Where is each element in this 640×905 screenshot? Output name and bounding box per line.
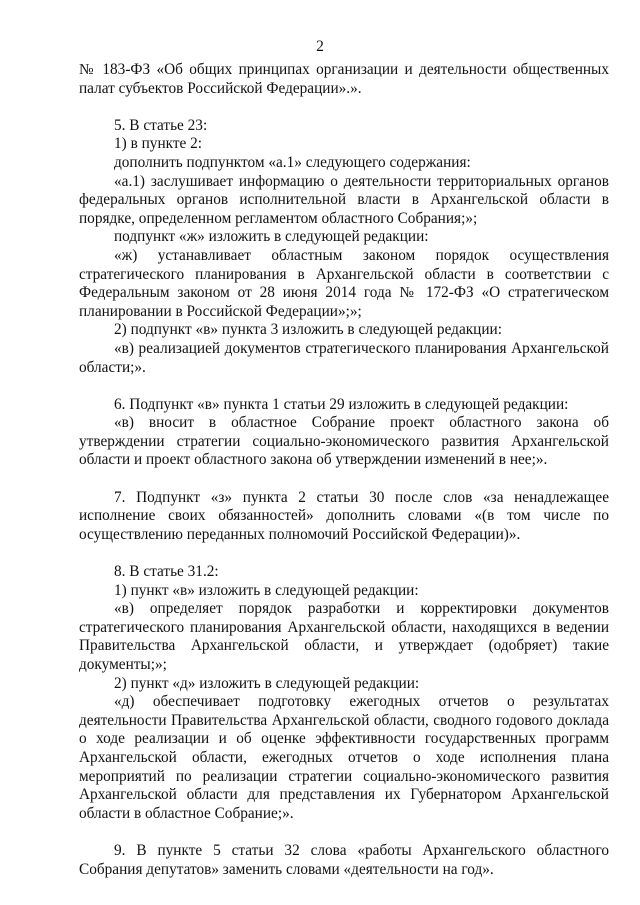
section-6-text: «в) вносит в областное Собрание проект областного закона об утверждении стратегии социально-экономического развития Архангельской области и проект областного закона об утверждении изменений в нее;».	[79, 414, 609, 469]
section-8-subitem-d: «д) обеспечивает подготовку ежегодных отчетов о результатах деятельности Правительства Архангельской области, сводного годового доклада о ходе реализации и об оценке эффективности государственных программ Архангельской области, ежегодных отчетов о ходе исполнения плана мероприятий по реализации стратегии социально-экономического развития Архангельской области для представления их Губернатором Архангельской области в областное Собрание;».	[79, 693, 609, 822]
section-8-heading: 8. В статье 31.2:	[114, 563, 219, 581]
section-5-instruction: дополнить подпунктом «а.1» следующего содержания:	[114, 153, 471, 171]
section-8-item-1: 1) пункт «в» изложить в следующей редакции:	[114, 581, 419, 599]
section-7-text: 7. Подпункт «з» пункта 2 статьи 30 после слов «за ненадлежащее исполнение своих обязанностей» дополнить словами «(в том числе по осуществлению переданных полномочий Российской Федерации)».	[79, 488, 609, 543]
page-number: 2	[316, 38, 324, 55]
paragraph-gap	[79, 377, 609, 396]
section-5-heading: 5. В статье 23:	[114, 116, 208, 134]
section-5-subitem-v: «в) реализацией документов стратегического планирования Архангельской области;».	[79, 339, 609, 376]
section-5-item-2: 2) подпункт «в» пункта 3 изложить в следующей редакции:	[114, 321, 502, 339]
section-5-instruction-zh: подпункт «ж» изложить в следующей редакции:	[114, 228, 429, 246]
paragraph-gap	[79, 470, 609, 489]
paragraph-continuation: № 183-ФЗ «Об общих принципах организации и деятельности общественных палат субъектов Российской Федерации».».	[79, 61, 609, 97]
paragraph-gap	[79, 544, 609, 563]
paragraph-gap	[79, 98, 609, 117]
section-8-subitem-v: «в) определяет порядок разработки и корректировки документов стратегического планирования Архангельской области, находящихся в ведении Правительства Архангельской области, и утверждает (одобряет) такие документы;»;	[79, 600, 609, 673]
paragraph-gap	[79, 823, 609, 842]
section-8-item-2: 2) пункт «д» изложить в следующей редакции:	[114, 674, 420, 692]
section-5-subitem-zh: «ж) устанавливает областным законом порядок осуществления стратегического планирования в Архангельской области в соответствии с Федеральным законом от 28 июня 2014 года № 172-ФЗ «О стратегическом планировании в Российской Федерации»;»;	[79, 246, 609, 320]
section-5-subitem-a1: «а.1) заслушивает информацию о деятельности территориальных органов федеральных органов исполнительной власти в Архангельской области в порядке, определенном регламентом областного Собрания;»;	[79, 172, 609, 227]
section-5-item-1: 1) в пункте 2:	[114, 135, 203, 153]
document-body	[79, 61, 609, 879]
section-9-text: 9. В пункте 5 статьи 32 слова «работы Архангельского областного Собрания депутатов» заменить словами «деятельности на год».	[79, 841, 609, 878]
section-6-heading: 6. Подпункт «в» пункта 1 статьи 29 изложить в следующей редакции:	[114, 395, 569, 413]
